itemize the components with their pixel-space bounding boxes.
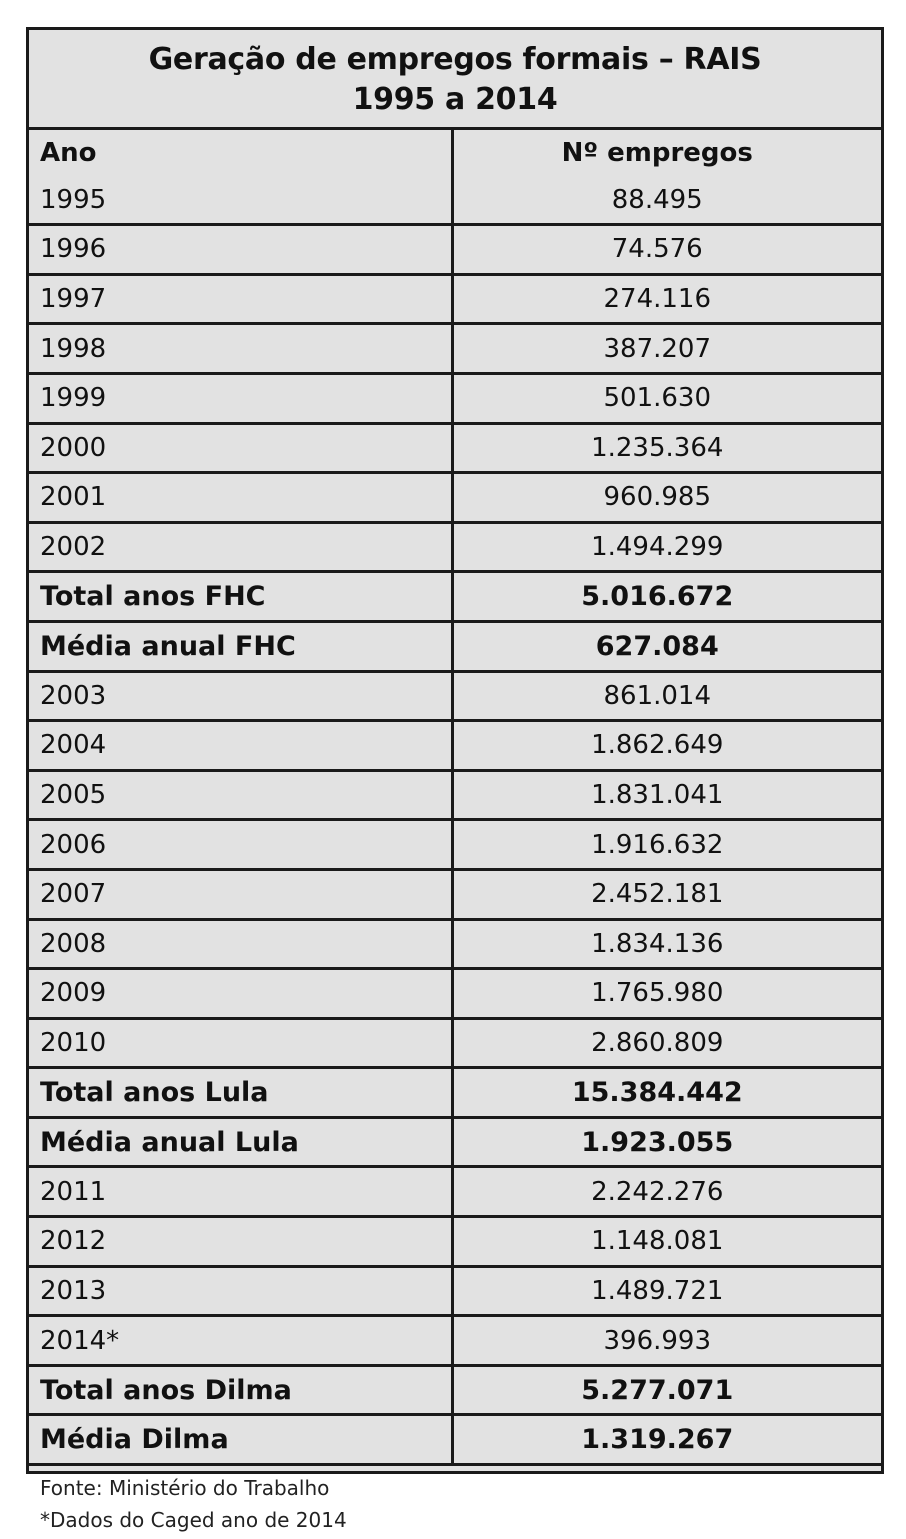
table-row (29, 969, 881, 1019)
summary-label: Total anos Dilma (29, 1365, 452, 1415)
summary-value: 5.016.672 (452, 572, 881, 622)
jobs-cell: 274.116 (452, 274, 881, 324)
table-row (29, 522, 881, 572)
asterisk-note: *Dados do Caged ano de 2014 (40, 1508, 347, 1533)
summary-value: 1.923.055 (452, 1117, 881, 1167)
table-title-line-1: Geração de empregos formais – RAIS (148, 42, 762, 77)
table-row (29, 671, 881, 721)
data-table-card (26, 27, 884, 1533)
jobs-cell: 2.860.809 (452, 1018, 881, 1068)
jobs-cell: 960.985 (452, 473, 881, 523)
jobs-cell: 1.916.632 (452, 820, 881, 870)
summary-row (29, 1365, 881, 1415)
year-cell: 2007 (29, 869, 452, 919)
summary-row (29, 1117, 881, 1167)
jobs-cell: 1.148.081 (452, 1217, 881, 1267)
table-row (29, 225, 881, 275)
jobs-cell: 501.630 (452, 373, 881, 423)
jobs-cell: 1.235.364 (452, 423, 881, 473)
table-row (29, 1316, 881, 1366)
year-cell: 2001 (29, 473, 452, 523)
jobs-cell: 1.831.041 (452, 770, 881, 820)
table-row (29, 324, 881, 374)
header-jobs: Nº empregos (561, 138, 753, 169)
table-row (29, 473, 881, 523)
summary-label: Média Dilma (29, 1415, 452, 1463)
year-cell: 2006 (29, 820, 452, 870)
table-row (29, 373, 881, 423)
year-cell: 2012 (29, 1217, 452, 1267)
table-row (29, 919, 881, 969)
year-cell: 2000 (29, 423, 452, 473)
table-row (29, 1266, 881, 1316)
summary-row (29, 1068, 881, 1118)
table-header-row (29, 130, 881, 177)
table-row (29, 1217, 881, 1267)
jobs-cell: 88.495 (611, 184, 703, 215)
year-cell: 2005 (29, 770, 452, 820)
year-cell: 2002 (29, 522, 452, 572)
table-body (29, 177, 881, 1463)
summary-value: 627.084 (452, 621, 881, 671)
year-cell: 2008 (29, 919, 452, 969)
summary-value: 1.319.267 (452, 1415, 881, 1463)
summary-label: Média anual Lula (29, 1117, 452, 1167)
year-cell: 1999 (29, 373, 452, 423)
year-cell: 2013 (29, 1266, 452, 1316)
table-footer (29, 1463, 881, 1539)
year-cell: 1996 (29, 225, 452, 275)
jobs-cell: 1.765.980 (452, 969, 881, 1019)
table-title-line-2: 1995 a 2014 (352, 82, 558, 117)
jobs-cell: 1.862.649 (452, 721, 881, 771)
header-year: Ano (29, 130, 452, 177)
summary-label: Total anos Lula (29, 1068, 452, 1118)
table-row (29, 721, 881, 771)
summary-label: Total anos FHC (29, 572, 452, 622)
table-row (29, 869, 881, 919)
jobs-cell: 396.993 (452, 1316, 881, 1366)
year-cell: 2009 (29, 969, 452, 1019)
year-cell: 2014* (29, 1316, 452, 1366)
jobs-cell: 74.576 (452, 225, 881, 275)
year-cell: 1997 (29, 274, 452, 324)
table-row (29, 177, 881, 225)
jobs-cell: 2.452.181 (452, 869, 881, 919)
year-cell: 2011 (29, 1167, 452, 1217)
jobs-cell: 2.242.276 (452, 1167, 881, 1217)
jobs-cell: 861.014 (452, 671, 881, 721)
year-cell: 1995 (29, 177, 452, 225)
jobs-cell: 1.834.136 (452, 919, 881, 969)
table-row (29, 1167, 881, 1217)
summary-value: 15.384.442 (452, 1068, 881, 1118)
summary-row (29, 1415, 881, 1463)
source-note: Fonte: Ministério do Trabalho (40, 1476, 330, 1501)
jobs-cell: 387.207 (452, 324, 881, 374)
summary-value: 5.277.071 (452, 1365, 881, 1415)
summary-row (29, 572, 881, 622)
table-row (29, 820, 881, 870)
summary-label: Média anual FHC (29, 621, 452, 671)
summary-row (29, 621, 881, 671)
table-row (29, 770, 881, 820)
table-title (29, 30, 881, 130)
jobs-cell: 1.494.299 (452, 522, 881, 572)
year-cell: 2003 (29, 671, 452, 721)
table-row (29, 274, 881, 324)
employment-table (29, 130, 881, 1463)
year-cell: 2004 (29, 721, 452, 771)
year-cell: 2010 (29, 1018, 452, 1068)
table-row (29, 1018, 881, 1068)
table-row (29, 423, 881, 473)
jobs-cell: 1.489.721 (452, 1266, 881, 1316)
year-cell: 1998 (29, 324, 452, 374)
